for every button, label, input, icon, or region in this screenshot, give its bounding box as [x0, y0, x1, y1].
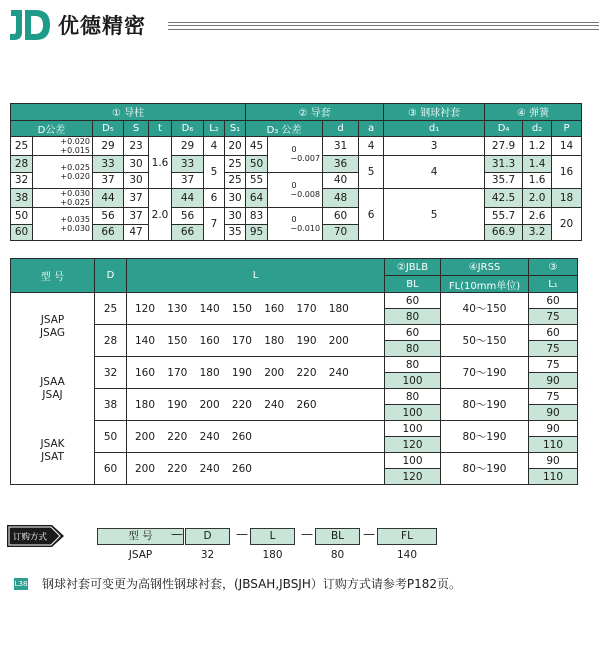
- cell-d3: 55: [246, 172, 268, 189]
- l-value: 200: [264, 366, 285, 379]
- cell-bl: 100: [385, 421, 441, 437]
- cell-l1: 75: [529, 389, 578, 405]
- cell-d5: 66: [93, 224, 124, 241]
- order-value-4: 140: [396, 549, 418, 561]
- cell-fl: 80～190: [441, 453, 529, 485]
- cell-dd: 31: [323, 137, 359, 156]
- cell-d6: 66: [172, 224, 204, 241]
- l-value: 120: [135, 302, 156, 315]
- order-value-1: 32: [200, 549, 215, 561]
- cell-s1: 35: [225, 224, 246, 241]
- cell-d3: 64: [246, 189, 268, 208]
- cell-l2: 6: [204, 189, 225, 208]
- cell-l1: 75: [529, 341, 578, 357]
- cell-a: 5: [359, 156, 384, 189]
- cell-l-values: [127, 357, 385, 389]
- l-value: 170: [231, 334, 252, 347]
- note-icon: L38: [14, 580, 28, 588]
- l-value: 170: [167, 366, 188, 379]
- cell-p: 20: [552, 208, 582, 241]
- cell-d4: 31.3: [485, 156, 523, 173]
- l-value: 190: [296, 334, 317, 347]
- header-divider: [168, 22, 599, 30]
- cell-d2: 1.6: [523, 172, 552, 189]
- cell-d3: 83: [246, 208, 268, 225]
- cell-fl: 40～150: [441, 293, 529, 325]
- cell-s1: 20: [225, 137, 246, 156]
- cell-tol: +0.025 +0.020: [33, 156, 93, 189]
- cell-d1: 3: [384, 137, 485, 156]
- cell-d: 50: [11, 208, 33, 225]
- order-dash: —: [363, 527, 375, 541]
- l-value: 220: [167, 430, 188, 443]
- col-d2: d₂: [523, 120, 552, 137]
- col-d4: D₄: [485, 120, 523, 137]
- cell-d4: 66.9: [485, 224, 523, 241]
- l-value: 240: [328, 366, 349, 379]
- order-value-0: JSAP: [128, 549, 153, 561]
- l-value: 130: [167, 302, 188, 315]
- order-field-1: D: [185, 528, 230, 545]
- cell-l1: 60: [529, 325, 578, 341]
- cell-d2: 2.6: [523, 208, 552, 225]
- order-field-2: L: [250, 528, 295, 545]
- cell-d6: 29: [172, 137, 204, 156]
- cell-d2: 3.2: [523, 224, 552, 241]
- cell-d: 50: [95, 421, 127, 453]
- cell-d6: 33: [172, 156, 204, 173]
- col-d-tol: D公差: [11, 120, 93, 137]
- cell-s: 23: [124, 137, 149, 156]
- col-l2: L₂: [204, 120, 225, 137]
- cell-s1: 25: [225, 172, 246, 189]
- col-s1: S₁: [225, 120, 246, 137]
- cell-d4: 27.9: [485, 137, 523, 156]
- col-l1: L₁: [529, 276, 578, 293]
- order-field-0: 型 号: [97, 528, 184, 545]
- table-row: [11, 357, 578, 373]
- cell-dd: 48: [323, 189, 359, 208]
- l-value: 260: [231, 430, 252, 443]
- order-dash: —: [236, 527, 248, 541]
- table-row: [11, 172, 582, 189]
- col-jblb: ②JBLB: [385, 259, 441, 276]
- cell-dd: 60: [323, 208, 359, 225]
- l-value: 180: [135, 398, 156, 411]
- model-name: JSAT: [41, 450, 64, 463]
- cell-bl: 60: [385, 293, 441, 309]
- l-value: 160: [264, 302, 285, 315]
- cell-d6: 37: [172, 172, 204, 189]
- cell-l1: 75: [529, 357, 578, 373]
- group-guide-post: ① 导柱: [11, 104, 246, 121]
- cell-tol3: 0 −0.008: [268, 172, 323, 208]
- col-d: d: [323, 120, 359, 137]
- cell-d4: 55.7: [485, 208, 523, 225]
- cell-d2: 1.4: [523, 156, 552, 173]
- cell-l1: 60: [529, 293, 578, 309]
- cell-dd: 36: [323, 156, 359, 173]
- cell-bl: 80: [385, 309, 441, 325]
- cell-d: 32: [11, 172, 33, 189]
- cell-s1: 30: [225, 189, 246, 208]
- col-d3-tol: D₃ 公差: [246, 120, 323, 137]
- table-row: [11, 208, 582, 225]
- l-value: 190: [167, 398, 188, 411]
- cell-l1: 75: [529, 309, 578, 325]
- cell-t: 2.0: [149, 189, 172, 241]
- cell-dd: 70: [323, 224, 359, 241]
- cell-tol: +0.030 +0.025: [33, 189, 93, 208]
- brand-title: 优德精密: [58, 14, 146, 38]
- cell-d: 28: [11, 156, 33, 173]
- order-field-4: FL: [377, 528, 437, 545]
- l-value: 180: [328, 302, 349, 315]
- col-bl: BL: [385, 276, 441, 293]
- note-text: 钢球衬套可变更为高钢性钢球衬套，(JBSAH,JBSJH）订购方式请参考P182页。: [42, 577, 462, 591]
- l-value: 160: [135, 366, 156, 379]
- model-name: JSAK: [40, 437, 65, 450]
- table-row: [11, 453, 578, 469]
- cell-fl: 80～190: [441, 389, 529, 421]
- cell-a: 6: [359, 189, 384, 241]
- cell-tol: +0.020 +0.015: [33, 137, 93, 156]
- cell-d: 38: [95, 389, 127, 421]
- cell-l1: 110: [529, 437, 578, 453]
- cell-d: 28: [95, 325, 127, 357]
- cell-l-values: [127, 293, 385, 325]
- cell-tol3: 0 −0.010: [268, 208, 323, 241]
- cell-bl: 100: [385, 373, 441, 389]
- cell-d6: 56: [172, 208, 204, 225]
- cell-bl: 80: [385, 341, 441, 357]
- cell-d4: 35.7: [485, 172, 523, 189]
- cell-d: 25: [95, 293, 127, 325]
- cell-bl: 100: [385, 453, 441, 469]
- order-badge-label: 订购方式: [12, 532, 48, 543]
- jd-logo: [8, 8, 52, 42]
- cell-s1: 30: [225, 208, 246, 225]
- cell-d1: 4: [384, 156, 485, 189]
- cell-p: 18: [552, 189, 582, 208]
- cell-s: 37: [124, 189, 149, 208]
- col-l1-group: ③: [529, 259, 578, 276]
- l-value: 200: [328, 334, 349, 347]
- l-value: 150: [231, 302, 252, 315]
- cell-l1: 90: [529, 373, 578, 389]
- model-name: JSAP: [40, 313, 65, 326]
- model-name: JSAA: [40, 375, 65, 388]
- cell-bl: 60: [385, 325, 441, 341]
- order-value-3: 80: [330, 549, 345, 561]
- group-guide-bush: ② 导套: [246, 104, 384, 121]
- cell-l1: 90: [529, 453, 578, 469]
- cell-s: 47: [124, 224, 149, 241]
- cell-bl: 120: [385, 437, 441, 453]
- col-a: a: [359, 120, 384, 137]
- cell-s1: 25: [225, 156, 246, 173]
- l-value: 200: [199, 398, 220, 411]
- col-d: D: [95, 259, 127, 293]
- cell-l-values: [127, 421, 385, 453]
- col-d1: d₁: [384, 120, 485, 137]
- cell-tol3: 0 −0.007: [268, 137, 323, 173]
- order-value-2: 180: [262, 549, 283, 561]
- cell-d4: 42.5: [485, 189, 523, 208]
- cell-l1: 110: [529, 469, 578, 485]
- cell-d3: 95: [246, 224, 268, 241]
- l-value: 220: [167, 462, 188, 475]
- l-value: 240: [264, 398, 285, 411]
- order-field-3: BL: [315, 528, 360, 545]
- group-spring: ④ 弹簧: [485, 104, 582, 121]
- col-s: S: [124, 120, 149, 137]
- length-table: [10, 258, 578, 485]
- l-value: 240: [199, 462, 220, 475]
- cell-p: 14: [552, 137, 582, 156]
- cell-d5: 44: [93, 189, 124, 208]
- cell-d: 60: [11, 224, 33, 241]
- cell-d2: 1.2: [523, 137, 552, 156]
- model-name: JSAG: [39, 326, 66, 339]
- col-l: L: [127, 259, 385, 293]
- cell-fl: 50～150: [441, 325, 529, 357]
- cell-tol: +0.035 +0.030: [33, 208, 93, 241]
- table-row: [11, 389, 578, 405]
- cell-dd: 40: [323, 172, 359, 189]
- col-fl: FL(10mm单位): [441, 276, 529, 293]
- table-row: [11, 137, 582, 156]
- l-value: 180: [199, 366, 220, 379]
- l-value: 190: [231, 366, 252, 379]
- l-value: 220: [231, 398, 252, 411]
- cell-t: 1.6: [149, 137, 172, 189]
- cell-d3: 45: [246, 137, 268, 156]
- col-t: t: [149, 120, 172, 137]
- cell-d2: 2.0: [523, 189, 552, 208]
- l-value: 150: [167, 334, 188, 347]
- cell-l2: 4: [204, 137, 225, 156]
- cell-d5: 37: [93, 172, 124, 189]
- l-value: 220: [296, 366, 317, 379]
- cell-l-values: [127, 325, 385, 357]
- cell-d: 60: [95, 453, 127, 485]
- table-row: [11, 325, 578, 341]
- col-d6: D₆: [172, 120, 204, 137]
- l-value: 200: [135, 430, 156, 443]
- cell-s: 37: [124, 208, 149, 225]
- l-value: 240: [199, 430, 220, 443]
- cell-l2: 5: [204, 156, 225, 189]
- cell-s: 30: [124, 156, 149, 173]
- group-ball-bushing: ③ 钢球衬套: [384, 104, 485, 121]
- l-value: 180: [264, 334, 285, 347]
- cell-p: 16: [552, 156, 582, 189]
- cell-bl: 100: [385, 405, 441, 421]
- cell-l-values: [127, 453, 385, 485]
- cell-d3: 50: [246, 156, 268, 173]
- cell-d: 38: [11, 189, 33, 208]
- cell-d5: 33: [93, 156, 124, 173]
- order-method-badge: [6, 521, 66, 551]
- l-value: 170: [296, 302, 317, 315]
- cell-a: 4: [359, 137, 384, 156]
- cell-d1: 5: [384, 189, 485, 241]
- model-name: JSAJ: [42, 388, 63, 401]
- cell-fl: 70～190: [441, 357, 529, 389]
- col-model: 型 号: [11, 259, 95, 293]
- cell-l2: 7: [204, 208, 225, 241]
- cell-bl: 120: [385, 469, 441, 485]
- col-p: P: [552, 120, 582, 137]
- order-dash: —: [301, 527, 313, 541]
- cell-l1: 90: [529, 421, 578, 437]
- cell-s: 30: [124, 172, 149, 189]
- cell-fl: 80～190: [441, 421, 529, 453]
- l-value: 260: [296, 398, 317, 411]
- table-row: [11, 421, 578, 437]
- l-value: 200: [135, 462, 156, 475]
- cell-l-values: [127, 389, 385, 421]
- l-value: 160: [199, 334, 220, 347]
- l-value: 260: [231, 462, 252, 475]
- cell-d6: 44: [172, 189, 204, 208]
- model-names: [11, 293, 95, 485]
- l-value: 140: [135, 334, 156, 347]
- l-value: 140: [199, 302, 220, 315]
- dimension-table: [10, 103, 582, 241]
- cell-bl: 80: [385, 357, 441, 373]
- cell-d: 25: [11, 137, 33, 156]
- order-dash: —: [171, 527, 183, 541]
- cell-l1: 90: [529, 405, 578, 421]
- cell-d5: 29: [93, 137, 124, 156]
- cell-d5: 56: [93, 208, 124, 225]
- col-d5: D₅: [93, 120, 124, 137]
- cell-d: 32: [95, 357, 127, 389]
- col-jrss: ④JRSS: [441, 259, 529, 276]
- cell-bl: 80: [385, 389, 441, 405]
- table-row: [11, 293, 578, 309]
